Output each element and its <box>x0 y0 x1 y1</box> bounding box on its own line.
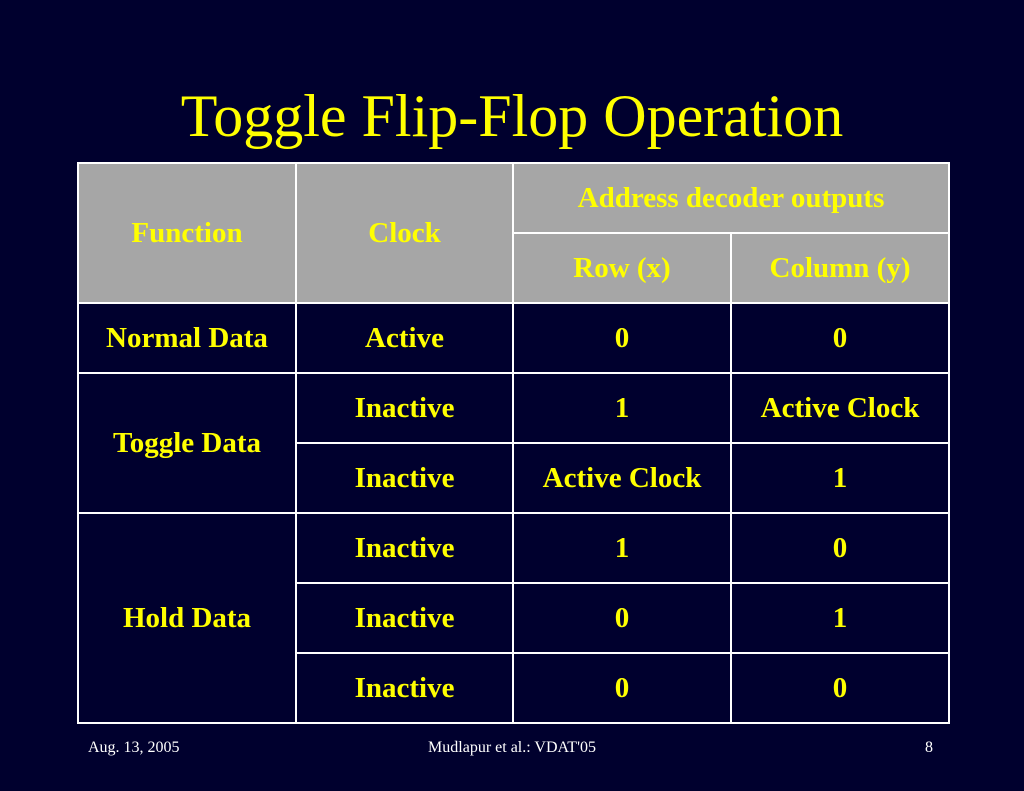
table-row <box>78 513 949 583</box>
header-row-1 <box>78 163 949 233</box>
header-clock: Clock <box>296 163 513 303</box>
row-x-cell: 0 <box>513 653 731 723</box>
row-x-cell: 1 <box>513 373 731 443</box>
column-y-cell: 0 <box>731 303 949 373</box>
header-address-decoder-outputs: Address decoder outputs <box>513 163 949 233</box>
clock-cell: Inactive <box>296 513 513 583</box>
row-x-cell: 1 <box>513 513 731 583</box>
row-x-cell: 0 <box>513 303 731 373</box>
header-row-x: Row (x) <box>513 233 731 303</box>
slide-title: Toggle Flip-Flop Operation <box>180 83 844 149</box>
column-y-cell: 1 <box>731 443 949 513</box>
clock-cell: Inactive <box>296 653 513 723</box>
function-cell: Toggle Data <box>78 373 296 513</box>
table-row <box>78 303 949 373</box>
footer-citation: Mudlapur et al.: VDAT'05 <box>428 739 596 756</box>
clock-cell: Inactive <box>296 373 513 443</box>
operation-table <box>77 162 950 724</box>
footer-date: Aug. 13, 2005 <box>88 739 180 756</box>
clock-cell: Active <box>296 303 513 373</box>
row-x-cell: 0 <box>513 583 731 653</box>
function-cell: Normal Data <box>78 303 296 373</box>
page-number: 8 <box>925 739 933 756</box>
column-y-cell: Active Clock <box>731 373 949 443</box>
clock-cell: Inactive <box>296 443 513 513</box>
function-cell: Hold Data <box>78 513 296 723</box>
column-y-cell: 0 <box>731 653 949 723</box>
column-y-cell: 1 <box>731 583 949 653</box>
row-x-cell: Active Clock <box>513 443 731 513</box>
column-y-cell: 0 <box>731 513 949 583</box>
table-row <box>78 373 949 443</box>
header-column-y: Column (y) <box>731 233 949 303</box>
header-function: Function <box>78 163 296 303</box>
clock-cell: Inactive <box>296 583 513 653</box>
